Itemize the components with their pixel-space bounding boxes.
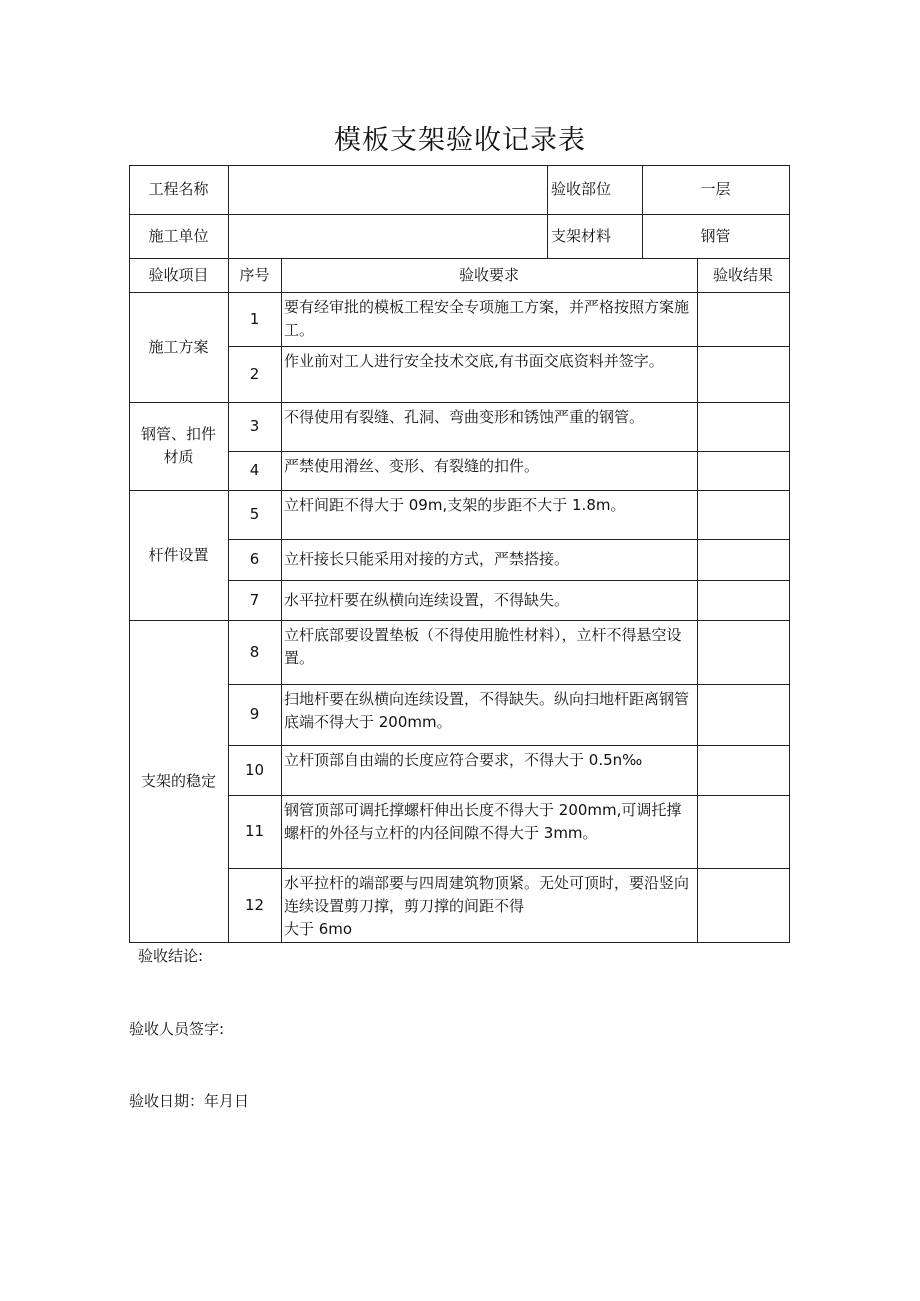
construction-unit-label: 施工单位 [148,226,209,245]
date-label: 验收日期：年月日 [129,1092,250,1110]
row-result[interactable] [697,539,789,580]
document-title: 模板支架验收记录表 [334,125,586,156]
row-seq: 8 [249,642,260,661]
row-result[interactable] [697,346,789,402]
row-result[interactable] [697,745,789,795]
category-steel-pipe-material [129,402,228,490]
row-result[interactable] [697,795,789,868]
row-seq: 12 [244,895,265,914]
support-material-value[interactable]: 钢管 [700,226,731,245]
row-requirement: 作业前对工人进行安全技术交底,有书面交底资料并签字。 [284,352,664,370]
row-seq: 9 [249,705,260,723]
row-result[interactable] [697,620,789,684]
project-name-field[interactable] [233,165,543,214]
category-name-line1: 钢管、扣件 [140,425,216,443]
project-name-label: 工程名称 [148,180,209,198]
support-material-label: 支架材料 [551,226,612,245]
row-requirement: 要有经审批的模板工程安全专项施工方案，并严格按照方案施工。 [284,298,690,339]
row-result[interactable] [697,490,789,539]
column-header-seq: 序号 [239,265,270,284]
row-requirement-line: 大于 6mo [284,920,353,938]
row-seq: 4 [249,461,260,479]
row-requirement: 水平拉杆要在纵横向连续设置，不得缺失。 [284,590,570,609]
row-requirement: 立杆间距不得大于 09m,支架的步距不大于 1.8m。 [284,496,626,514]
row-requirement: 扫地杆要在纵横向连续设置，不得缺失。纵向扫地杆距离钢管底端不得大于 200mm。 [284,690,690,731]
category-member-setting: 杆件设置 [148,545,209,564]
row-requirement: 立杆底部要设置垫板（不得使用脆性材料），立杆不得悬空设置。 [284,626,682,667]
row-seq: 1 [249,309,260,328]
column-header-requirement: 验收要求 [458,265,519,284]
construction-unit-field[interactable] [233,214,543,258]
row-requirement-line: 水平拉杆的端部要与四周建筑物顶紧。无处可顶时，要沿竖向连续设置剪刀撑，剪刀撑的间距不得 [284,874,690,915]
acceptance-part-value[interactable]: 一层 [700,180,731,198]
signature-label: 验收人员签字: [129,1020,225,1038]
column-header-item: 验收项目 [148,265,209,284]
category-support-stability: 支架的稳定 [140,771,216,790]
row-requirement: 不得使用有裂缝、孔洞、弯曲变形和锈蚀严重的钢管。 [284,408,645,426]
category-construction-plan: 施工方案 [148,337,209,356]
row-requirement: 钢管顶部可调托撑螺杆伸出长度不得大于 200mm,可调托撑螺杆的外径与立杆的内径间隙不得大于 3mm。 [284,801,682,842]
row-seq: 6 [249,550,260,568]
row-requirement [284,868,696,942]
row-result[interactable] [697,451,789,490]
row-seq: 5 [249,505,260,523]
category-name-line2: 材质 [163,448,194,466]
row-seq: 10 [244,760,265,779]
column-header-result: 验收结果 [712,265,773,284]
row-result[interactable] [697,868,789,942]
row-requirement: 严禁使用滑丝、变形、有裂缝的扣件。 [284,457,540,475]
row-result[interactable] [697,292,789,346]
row-seq: 2 [249,364,260,383]
row-seq: 7 [249,590,260,609]
row-seq: 3 [249,417,260,435]
conclusion-label: 验收结论: [138,947,204,965]
acceptance-part-label: 验收部位 [551,180,612,198]
row-result[interactable] [697,684,789,745]
row-requirement: 立杆接长只能采用对接的方式，严禁搭接。 [284,550,570,568]
row-result[interactable] [697,580,789,620]
row-seq: 11 [244,822,265,840]
row-requirement: 立杆顶部自由端的长度应符合要求，不得大于 0.5n‰ [284,751,643,769]
row-result[interactable] [697,402,789,451]
